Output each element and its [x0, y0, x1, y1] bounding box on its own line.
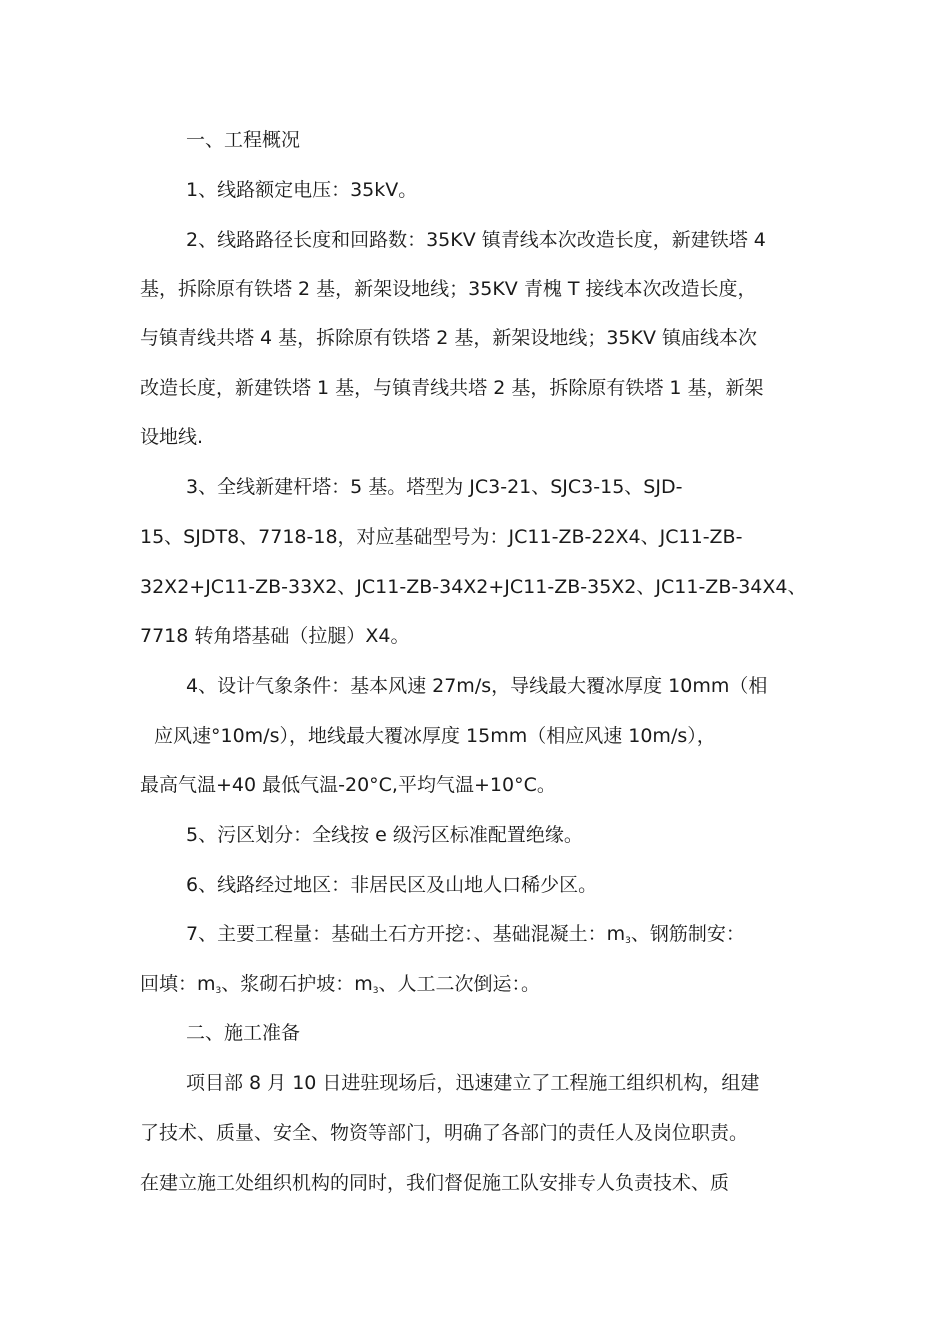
paragraph-weather-line-2: 应风速°10m/s），地线最大覆冰厚度 15mm（相应风速 10m/s），: [154, 725, 716, 747]
paragraph-rated-voltage: 1、线路额定电压：35kV。: [186, 179, 418, 201]
quantities-text-a: 7、主要工程量：基础土石方开挖：、基础混凝土：m: [186, 923, 626, 945]
paragraph-route-length-line-4: 改造长度，新建铁塔 1 基，与镇青线共塔 2 基，拆除原有铁塔 1 基，新架: [140, 377, 764, 399]
section-heading-project-overview: 一、工程概况: [186, 129, 301, 151]
paragraph-prep-line-3: 在建立施工处组织机构的同时，我们督促施工队安排专人负责技术、质: [140, 1172, 730, 1194]
paragraph-route-length-line-3: 与镇青线共塔 4 基，拆除原有铁塔 2 基，新架设地线；35KV 镇庙线本次: [140, 327, 758, 349]
paragraph-route-length-line-2: 基，拆除原有铁塔 2 基，新架设地线；35KV 青槐 T 接线本次改造长度，: [140, 278, 757, 300]
subscript-3: 3: [372, 986, 379, 996]
paragraph-new-towers-line-4: 7718 转角塔基础（拉腿）X4。: [140, 625, 410, 647]
paragraph-pollution-zone: 5、污区划分：全线按 e 级污区标准配置绝缘。: [186, 824, 583, 846]
section-heading-construction-prep: 二、施工准备: [186, 1022, 301, 1044]
paragraph-new-towers-line-3: 32X2+JC11-ZB-33X2、JC11-ZB-34X2+JC11-ZB-35X2、JC11-ZB-34X4、: [140, 576, 807, 598]
quantities-text-d: 、浆砌石护坡：m: [221, 973, 373, 995]
quantities-text-c: 回填：m: [140, 973, 216, 995]
paragraph-quantities-line-2: [140, 971, 540, 1001]
paragraph-route-length-line-1: 2、线路路径长度和回路数：35KV 镇青线本次改造长度，新建铁塔 4: [186, 229, 766, 251]
paragraph-route-area: 6、线路经过地区：非居民区及山地人口稀少区。: [186, 874, 598, 896]
paragraph-new-towers-line-1: 3、全线新建杆塔：5 基。塔型为 JC3-21、SJC3-15、SJD-: [186, 476, 683, 498]
quantities-text-b: 、钢筋制安：: [630, 923, 745, 945]
subscript-3: 3: [625, 936, 631, 946]
paragraph-weather-line-3: 最高气温+40 最低气温-20°C,平均气温+10°C。: [140, 774, 556, 796]
paragraph-weather-line-1: 4、设计气象条件：基本风速 27m/s，导线最大覆冰厚度 10mm（相: [186, 675, 768, 697]
paragraph-quantities-line-1: [186, 921, 745, 951]
paragraph-prep-line-1: 项目部 8 月 10 日进驻现场后，迅速建立了工程施工组织机构，组建: [186, 1072, 760, 1094]
subscript-3: 3: [215, 986, 222, 996]
paragraph-prep-line-2: 了技术、质量、安全、物资等部门，明确了各部门的责任人及岗位职责。: [140, 1122, 749, 1144]
quantities-text-e: 、人工二次倒运：。: [378, 973, 541, 995]
paragraph-route-length-line-5: 设地线.: [140, 426, 204, 448]
paragraph-new-towers-line-2: 15、SJDT8、7718-18，对应基础型号为：JC11-ZB-22X4、JC11-ZB-: [140, 526, 743, 548]
